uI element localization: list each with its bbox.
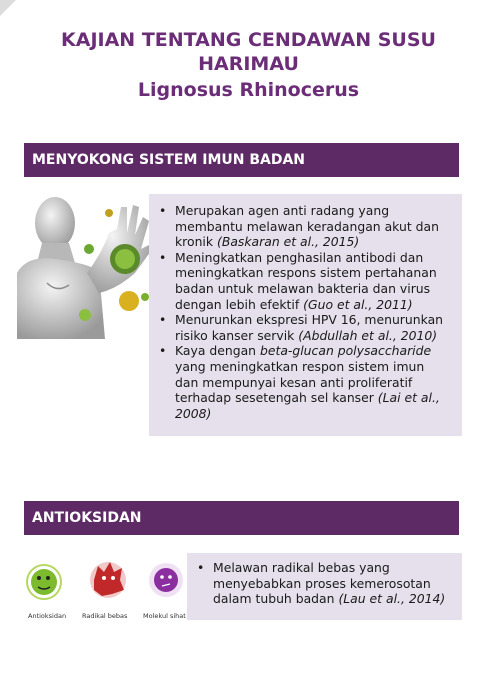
page-title-subtitle: Lignosus Rhinocerus xyxy=(137,79,360,101)
immune-bullet-list xyxy=(149,203,449,421)
human-figure-icon xyxy=(17,193,152,339)
immune-info-box xyxy=(149,194,462,436)
antioxidant-info-box xyxy=(187,553,462,620)
healthy-molecule-icon xyxy=(149,563,183,597)
free-radical-icon xyxy=(90,562,126,598)
figure-label-free-radical: Radikal bebas xyxy=(82,612,128,620)
figure-label-healthy-molecule: Molekul sihat xyxy=(143,612,186,620)
section-heading-immune: MENYOKONG SISTEM IMUN BADAN xyxy=(24,143,459,177)
list-item: • Menurunkan ekspresi HPV 16, menurunkan risiko kanser servik (Abdullah et al., 2010) xyxy=(149,312,449,343)
antioxidant-bullet-list xyxy=(187,560,449,607)
page-title-line1: KAJIAN TENTANG CENDAWAN SUSU xyxy=(61,29,436,51)
list-item: • Meningkatkan penghasilan antibodi dan meningkatkan respons sistem pertahanan badan untuk melawan bakteria dan virus dengan lebih efektif (Guo et al., 2011) xyxy=(149,250,449,312)
section-heading-antioxidant: ANTIOKSIDAN xyxy=(24,501,459,535)
list-item: • Kaya dengan beta-glucan polysaccharide yang meningkatkan respon sistem imun dan mempunyai kesan anti proliferatif terhadap sesetengah sel kanser (Lai et al., 2008) xyxy=(149,343,449,421)
page-title-line2: HARIMAU xyxy=(198,53,299,75)
list-item: • Melawan radikal bebas yang menyebabkan proses kemerosotan dalam tubuh badan (Lau et al., 2014) xyxy=(187,560,449,607)
corner-fold-icon xyxy=(0,0,16,16)
list-item: • Merupakan agen anti radang yang membantu melawan keradangan akut dan kronik (Baskaran et al., 2015) xyxy=(149,203,449,250)
antioxidant-icon xyxy=(27,565,61,599)
figure-label-antioxidant: Antioksidan xyxy=(28,612,67,620)
